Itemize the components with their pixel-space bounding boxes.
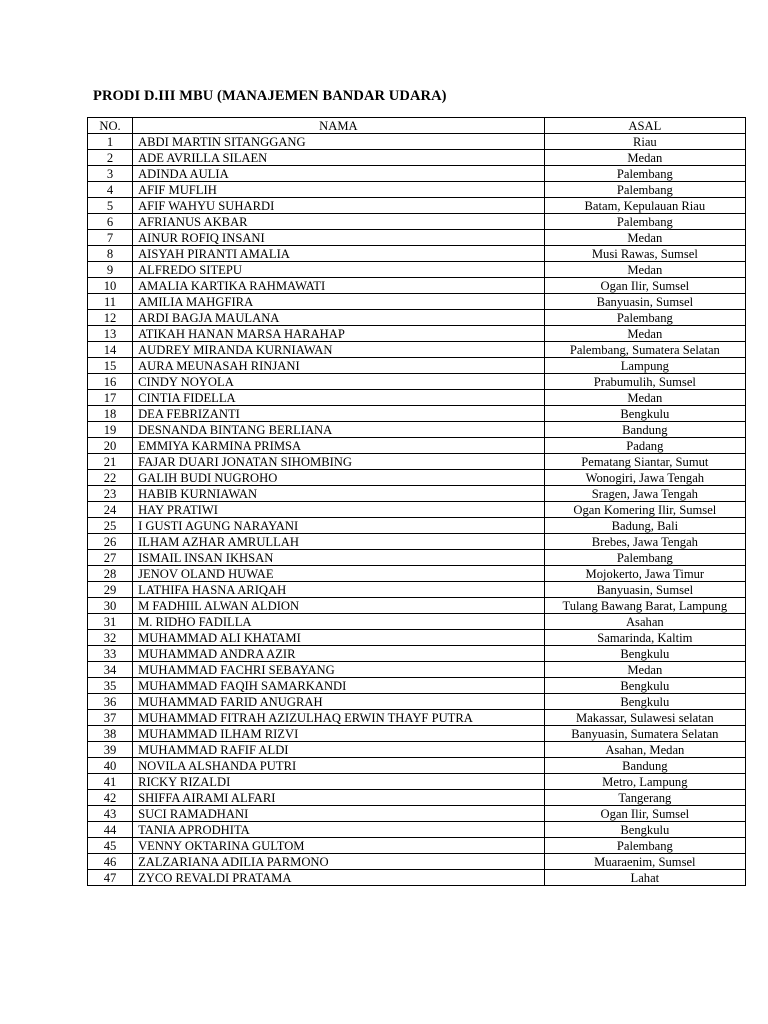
cell-nama: AMILIA MAHGFIRA bbox=[133, 294, 545, 310]
cell-no: 22 bbox=[88, 470, 133, 486]
cell-no: 34 bbox=[88, 662, 133, 678]
cell-no: 23 bbox=[88, 486, 133, 502]
cell-asal: Palembang, Sumatera Selatan bbox=[544, 342, 745, 358]
cell-no: 33 bbox=[88, 646, 133, 662]
table-row bbox=[88, 390, 746, 406]
cell-no: 28 bbox=[88, 566, 133, 582]
cell-asal: Palembang bbox=[544, 838, 745, 854]
table-row bbox=[88, 150, 746, 166]
table-row bbox=[88, 518, 746, 534]
cell-nama: MUHAMMAD ANDRA AZIR bbox=[133, 646, 545, 662]
cell-nama: ABDI MARTIN SITANGGANG bbox=[133, 134, 545, 150]
header-asal: ASAL bbox=[544, 118, 745, 134]
table-row bbox=[88, 502, 746, 518]
table-row bbox=[88, 838, 746, 854]
cell-no: 7 bbox=[88, 230, 133, 246]
cell-nama: M FADHIIL ALWAN ALDION bbox=[133, 598, 545, 614]
header-no: NO. bbox=[88, 118, 133, 134]
cell-nama: ADE AVRILLA SILAEN bbox=[133, 150, 545, 166]
table-row bbox=[88, 182, 746, 198]
cell-no: 1 bbox=[88, 134, 133, 150]
cell-nama: MUHAMMAD FAQIH SAMARKANDI bbox=[133, 678, 545, 694]
cell-asal: Samarinda, Kaltim bbox=[544, 630, 745, 646]
cell-nama: ALFREDO SITEPU bbox=[133, 262, 545, 278]
cell-no: 46 bbox=[88, 854, 133, 870]
cell-asal: Brebes, Jawa Tengah bbox=[544, 534, 745, 550]
cell-asal: Banyuasin, Sumsel bbox=[544, 582, 745, 598]
cell-no: 5 bbox=[88, 198, 133, 214]
cell-asal: Banyuasin, Sumsel bbox=[544, 294, 745, 310]
cell-no: 30 bbox=[88, 598, 133, 614]
cell-asal: Ogan Komering Ilir, Sumsel bbox=[544, 502, 745, 518]
cell-asal: Metro, Lampung bbox=[544, 774, 745, 790]
cell-nama: AURA MEUNASAH RINJANI bbox=[133, 358, 545, 374]
table-header-row bbox=[88, 118, 746, 134]
cell-nama: HAY PRATIWI bbox=[133, 502, 545, 518]
cell-no: 6 bbox=[88, 214, 133, 230]
cell-no: 19 bbox=[88, 422, 133, 438]
cell-nama: MUHAMMAD FITRAH AZIZULHAQ ERWIN THAYF PUTRA bbox=[133, 710, 545, 726]
cell-asal: Mojokerto, Jawa Timur bbox=[544, 566, 745, 582]
cell-asal: Palembang bbox=[544, 182, 745, 198]
cell-asal: Medan bbox=[544, 326, 745, 342]
cell-asal: Palembang bbox=[544, 310, 745, 326]
cell-nama: ATIKAH HANAN MARSA HARAHAP bbox=[133, 326, 545, 342]
cell-asal: Asahan, Medan bbox=[544, 742, 745, 758]
cell-no: 40 bbox=[88, 758, 133, 774]
table-row bbox=[88, 806, 746, 822]
cell-asal: Medan bbox=[544, 662, 745, 678]
table-row bbox=[88, 694, 746, 710]
cell-nama: AMALIA KARTIKA RAHMAWATI bbox=[133, 278, 545, 294]
table-body bbox=[88, 134, 746, 886]
cell-nama: MUHAMMAD ALI KHATAMI bbox=[133, 630, 545, 646]
table-row bbox=[88, 342, 746, 358]
cell-no: 20 bbox=[88, 438, 133, 454]
table-row bbox=[88, 726, 746, 742]
student-roster-table bbox=[87, 117, 746, 886]
table-row bbox=[88, 310, 746, 326]
cell-asal: Bengkulu bbox=[544, 646, 745, 662]
cell-nama: I GUSTI AGUNG NARAYANI bbox=[133, 518, 545, 534]
cell-asal: Musi Rawas, Sumsel bbox=[544, 246, 745, 262]
cell-asal: Bengkulu bbox=[544, 822, 745, 838]
cell-asal: Padang bbox=[544, 438, 745, 454]
table-row bbox=[88, 198, 746, 214]
cell-asal: Bandung bbox=[544, 758, 745, 774]
cell-nama: DESNANDA BINTANG BERLIANA bbox=[133, 422, 545, 438]
cell-no: 45 bbox=[88, 838, 133, 854]
table-row bbox=[88, 630, 746, 646]
cell-nama: MUHAMMAD FACHRI SEBAYANG bbox=[133, 662, 545, 678]
cell-asal: Bengkulu bbox=[544, 406, 745, 422]
cell-asal: Sragen, Jawa Tengah bbox=[544, 486, 745, 502]
cell-no: 4 bbox=[88, 182, 133, 198]
table-row bbox=[88, 854, 746, 870]
table-row bbox=[88, 214, 746, 230]
cell-nama: SHIFFA AIRAMI ALFARI bbox=[133, 790, 545, 806]
cell-no: 41 bbox=[88, 774, 133, 790]
cell-no: 9 bbox=[88, 262, 133, 278]
table-row bbox=[88, 710, 746, 726]
cell-nama: ADINDA AULIA bbox=[133, 166, 545, 182]
cell-nama: RICKY RIZALDI bbox=[133, 774, 545, 790]
cell-asal: Asahan bbox=[544, 614, 745, 630]
cell-no: 31 bbox=[88, 614, 133, 630]
cell-no: 3 bbox=[88, 166, 133, 182]
table-row bbox=[88, 166, 746, 182]
table-row bbox=[88, 326, 746, 342]
cell-nama: EMMIYA KARMINA PRIMSA bbox=[133, 438, 545, 454]
cell-no: 10 bbox=[88, 278, 133, 294]
cell-no: 8 bbox=[88, 246, 133, 262]
cell-nama: JENOV OLAND HUWAE bbox=[133, 566, 545, 582]
cell-no: 35 bbox=[88, 678, 133, 694]
cell-asal: Batam, Kepulauan Riau bbox=[544, 198, 745, 214]
table-row bbox=[88, 374, 746, 390]
table-row bbox=[88, 534, 746, 550]
table-row bbox=[88, 758, 746, 774]
cell-no: 11 bbox=[88, 294, 133, 310]
cell-asal: Ogan Ilir, Sumsel bbox=[544, 806, 745, 822]
table-row bbox=[88, 646, 746, 662]
table-row bbox=[88, 230, 746, 246]
cell-nama: MUHAMMAD RAFIF ALDI bbox=[133, 742, 545, 758]
cell-no: 21 bbox=[88, 454, 133, 470]
table-row bbox=[88, 662, 746, 678]
cell-nama: CINTIA FIDELLA bbox=[133, 390, 545, 406]
cell-asal: Wonogiri, Jawa Tengah bbox=[544, 470, 745, 486]
cell-nama: ILHAM AZHAR AMRULLAH bbox=[133, 534, 545, 550]
cell-no: 47 bbox=[88, 870, 133, 886]
table-row bbox=[88, 550, 746, 566]
cell-asal: Medan bbox=[544, 150, 745, 166]
table-row bbox=[88, 358, 746, 374]
cell-nama: NOVILA ALSHANDA PUTRI bbox=[133, 758, 545, 774]
cell-nama: TANIA APRODHITA bbox=[133, 822, 545, 838]
cell-asal: Medan bbox=[544, 230, 745, 246]
cell-no: 27 bbox=[88, 550, 133, 566]
cell-asal: Tangerang bbox=[544, 790, 745, 806]
cell-asal: Riau bbox=[544, 134, 745, 150]
table-row bbox=[88, 134, 746, 150]
cell-asal: Pematang Siantar, Sumut bbox=[544, 454, 745, 470]
cell-nama: LATHIFA HASNA ARIQAH bbox=[133, 582, 545, 598]
cell-nama: MUHAMMAD ILHAM RIZVI bbox=[133, 726, 545, 742]
cell-asal: Medan bbox=[544, 390, 745, 406]
cell-no: 25 bbox=[88, 518, 133, 534]
cell-no: 39 bbox=[88, 742, 133, 758]
cell-no: 37 bbox=[88, 710, 133, 726]
table-row bbox=[88, 454, 746, 470]
cell-nama: GALIH BUDI NUGROHO bbox=[133, 470, 545, 486]
cell-asal: Badung, Bali bbox=[544, 518, 745, 534]
table-row bbox=[88, 422, 746, 438]
cell-nama: SUCI RAMADHANI bbox=[133, 806, 545, 822]
cell-asal: Lampung bbox=[544, 358, 745, 374]
cell-nama: ISMAIL INSAN IKHSAN bbox=[133, 550, 545, 566]
cell-no: 43 bbox=[88, 806, 133, 822]
cell-nama: HABIB KURNIAWAN bbox=[133, 486, 545, 502]
cell-no: 38 bbox=[88, 726, 133, 742]
cell-no: 36 bbox=[88, 694, 133, 710]
table-row bbox=[88, 582, 746, 598]
table-row bbox=[88, 598, 746, 614]
cell-asal: Bengkulu bbox=[544, 678, 745, 694]
cell-asal: Muaraenim, Sumsel bbox=[544, 854, 745, 870]
cell-no: 29 bbox=[88, 582, 133, 598]
table-row bbox=[88, 678, 746, 694]
cell-no: 13 bbox=[88, 326, 133, 342]
table-row bbox=[88, 470, 746, 486]
table-row bbox=[88, 774, 746, 790]
cell-no: 2 bbox=[88, 150, 133, 166]
cell-no: 44 bbox=[88, 822, 133, 838]
table-row bbox=[88, 262, 746, 278]
cell-nama: FAJAR DUARI JONATAN SIHOMBING bbox=[133, 454, 545, 470]
cell-asal: Medan bbox=[544, 262, 745, 278]
cell-nama: AFRIANUS AKBAR bbox=[133, 214, 545, 230]
cell-nama: ZALZARIANA ADILIA PARMONO bbox=[133, 854, 545, 870]
table-row bbox=[88, 246, 746, 262]
table-row bbox=[88, 742, 746, 758]
cell-asal: Makassar, Sulawesi selatan bbox=[544, 710, 745, 726]
cell-asal: Lahat bbox=[544, 870, 745, 886]
cell-no: 42 bbox=[88, 790, 133, 806]
cell-no: 26 bbox=[88, 534, 133, 550]
table-row bbox=[88, 406, 746, 422]
header-nama: NAMA bbox=[133, 118, 545, 134]
table-row bbox=[88, 790, 746, 806]
cell-nama: AISYAH PIRANTI AMALIA bbox=[133, 246, 545, 262]
cell-asal: Bandung bbox=[544, 422, 745, 438]
cell-nama: DEA FEBRIZANTI bbox=[133, 406, 545, 422]
cell-nama: AFIF MUFLIH bbox=[133, 182, 545, 198]
table-row bbox=[88, 438, 746, 454]
cell-asal: Ogan Ilir, Sumsel bbox=[544, 278, 745, 294]
cell-nama: ARDI BAGJA MAULANA bbox=[133, 310, 545, 326]
cell-no: 14 bbox=[88, 342, 133, 358]
table-row bbox=[88, 614, 746, 630]
table-row bbox=[88, 870, 746, 886]
table-row bbox=[88, 486, 746, 502]
cell-nama: VENNY OKTARINA GULTOM bbox=[133, 838, 545, 854]
cell-no: 15 bbox=[88, 358, 133, 374]
page-title: PRODI D.III MBU (MANAJEMEN BANDAR UDARA) bbox=[93, 88, 447, 104]
cell-nama: AFIF WAHYU SUHARDI bbox=[133, 198, 545, 214]
cell-no: 12 bbox=[88, 310, 133, 326]
cell-nama: MUHAMMAD FARID ANUGRAH bbox=[133, 694, 545, 710]
cell-asal: Palembang bbox=[544, 166, 745, 182]
cell-no: 24 bbox=[88, 502, 133, 518]
cell-asal: Palembang bbox=[544, 214, 745, 230]
cell-no: 17 bbox=[88, 390, 133, 406]
table-row bbox=[88, 294, 746, 310]
cell-asal: Prabumulih, Sumsel bbox=[544, 374, 745, 390]
cell-asal: Banyuasin, Sumatera Selatan bbox=[544, 726, 745, 742]
table-row bbox=[88, 278, 746, 294]
cell-no: 16 bbox=[88, 374, 133, 390]
cell-nama: CINDY NOYOLA bbox=[133, 374, 545, 390]
cell-nama: ZYCO REVALDI PRATAMA bbox=[133, 870, 545, 886]
cell-asal: Bengkulu bbox=[544, 694, 745, 710]
cell-nama: M. RIDHO FADILLA bbox=[133, 614, 545, 630]
table-row bbox=[88, 822, 746, 838]
cell-nama: AUDREY MIRANDA KURNIAWAN bbox=[133, 342, 545, 358]
cell-nama: AINUR ROFIQ INSANI bbox=[133, 230, 545, 246]
cell-asal: Palembang bbox=[544, 550, 745, 566]
table-row bbox=[88, 566, 746, 582]
cell-no: 18 bbox=[88, 406, 133, 422]
cell-asal: Tulang Bawang Barat, Lampung bbox=[544, 598, 745, 614]
cell-no: 32 bbox=[88, 630, 133, 646]
